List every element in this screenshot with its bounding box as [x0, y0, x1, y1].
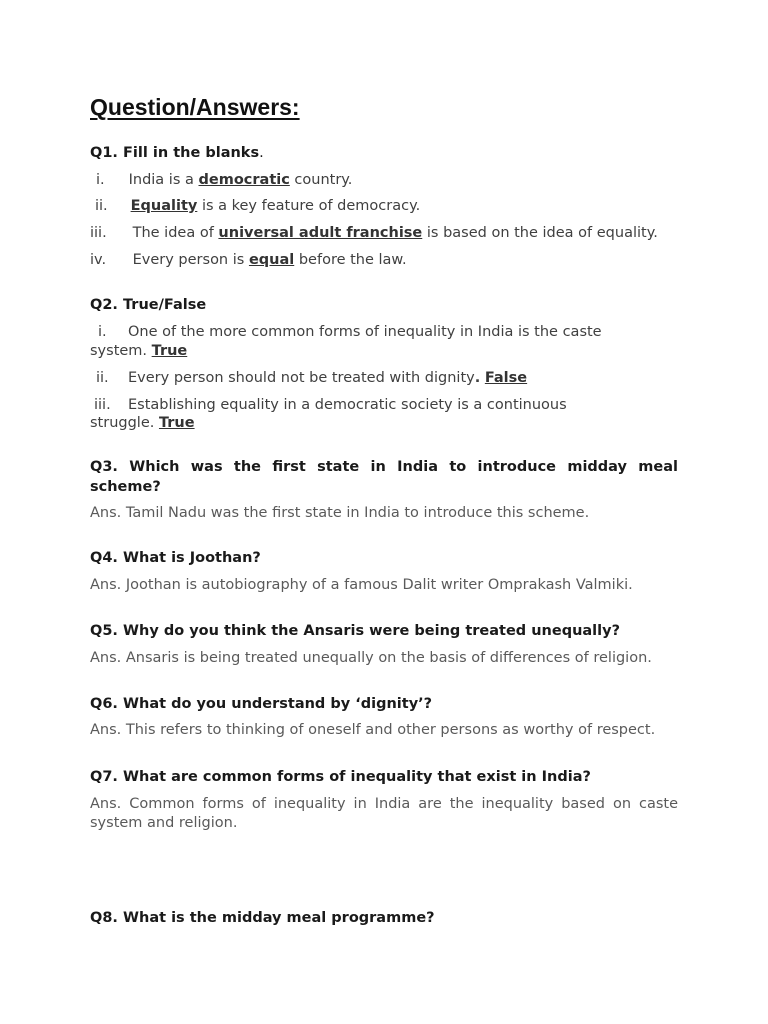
item-answer: Equality [130, 198, 198, 214]
question-3 [90, 457, 678, 497]
answer-4: Ans. Joothan is autobiography of a famous Dalit writer Omprakash Valmiki. [90, 577, 633, 593]
item-text-post: is based on the idea of equality. [426, 225, 658, 241]
item-answer: equal [248, 252, 295, 268]
item-answer: False [484, 370, 528, 386]
true-false-item [90, 369, 678, 388]
item-index: iii. [90, 225, 107, 241]
question-text: Fill in the blanks [123, 145, 260, 161]
answer-7: Ans. Common forms of inequality in India are the inequality based on caste system and religion. [90, 796, 678, 831]
question-text: Why do you think the Ansaris were being treated unequally? [123, 623, 620, 639]
question-8 [90, 908, 678, 928]
question-number: Q4. [90, 550, 118, 566]
item-dot: . [474, 370, 481, 386]
question-5 [90, 621, 678, 641]
item-text-line2: system. [90, 343, 148, 359]
question-number: Q6. [90, 696, 118, 712]
true-false-item-continued [90, 414, 678, 433]
question-tail: . [259, 145, 264, 161]
true-false-item-continued [90, 342, 678, 361]
item-answer: universal adult franchise [218, 225, 423, 241]
item-text-pre: The idea of [132, 225, 214, 241]
item-index: ii. [95, 198, 108, 214]
answer-6: Ans. This refers to thinking of oneself and other persons as worthy of respect. [90, 722, 656, 738]
true-false-item [90, 396, 678, 415]
item-index: ii. [96, 370, 109, 386]
answer-5: Ans. Ansaris is being treated unequally on the basis of differences of religion. [90, 650, 652, 666]
item-text-pre: India is a [128, 172, 194, 188]
question-number: Q7. [90, 769, 118, 785]
question-6 [90, 694, 678, 714]
question-7 [90, 767, 678, 787]
item-text-line1: Establishing equality in a democratic society is a continuous [128, 397, 567, 413]
item-answer: democratic [198, 172, 290, 188]
question-2 [90, 295, 678, 315]
item-index: i. [96, 172, 105, 188]
question-1 [90, 143, 678, 163]
item-index: i. [98, 324, 107, 340]
fill-blank-item [90, 171, 678, 190]
question-number: Q8. [90, 910, 118, 926]
item-index: iv. [90, 252, 107, 268]
item-text-line1: One of the more common forms of inequality in India is the caste [128, 324, 602, 340]
item-answer: True [158, 415, 195, 431]
question-text: True/False [123, 297, 207, 313]
item-index: iii. [94, 397, 111, 413]
item-text-post: is a key feature of democracy. [201, 198, 421, 214]
question-text: What are common forms of inequality that exist in India? [123, 769, 591, 785]
item-text: Every person should not be treated with dignity [128, 370, 475, 386]
question-number: Q3. [90, 459, 118, 475]
question-number: Q5. [90, 623, 118, 639]
page-title: Question/Answers: [90, 94, 300, 120]
item-text-post: country. [294, 172, 353, 188]
fill-blank-item [90, 224, 678, 243]
question-text: What is Joothan? [123, 550, 261, 566]
item-answer: True [151, 343, 188, 359]
true-false-item [90, 323, 678, 342]
answer-3: Ans. Tamil Nadu was the first state in India to introduce this scheme. [90, 505, 590, 521]
question-number: Q1. [90, 145, 118, 161]
item-text-line2: struggle. [90, 415, 155, 431]
item-text-pre: Every person is [132, 252, 245, 268]
fill-blank-item [90, 251, 678, 270]
fill-blank-item [90, 197, 678, 216]
question-text: What do you understand by ‘dignity’? [123, 696, 433, 712]
item-text-post: before the law. [298, 252, 407, 268]
question-text: What is the midday meal programme? [123, 910, 435, 926]
question-4 [90, 548, 678, 568]
question-number: Q2. [90, 297, 118, 313]
question-text: Which was the first state in India to introduce midday meal scheme? [90, 459, 678, 495]
